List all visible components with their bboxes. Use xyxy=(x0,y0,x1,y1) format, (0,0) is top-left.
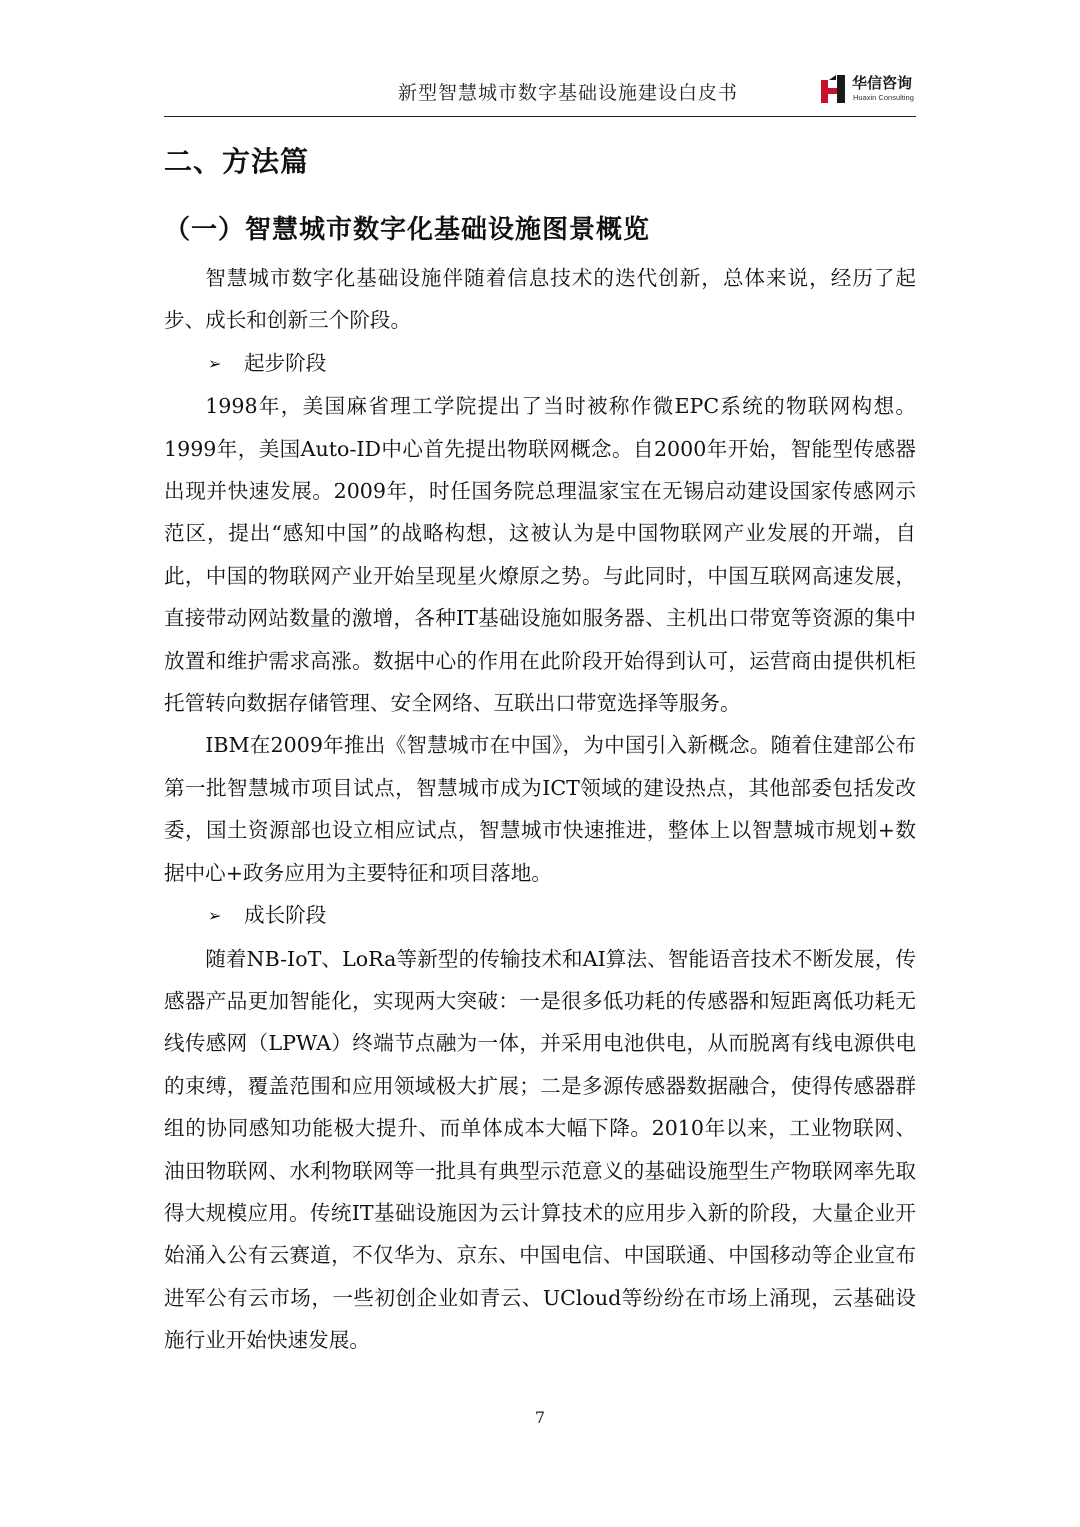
stage-heading-startup xyxy=(164,342,916,385)
arrow-bullet-icon: ➢ xyxy=(208,353,222,373)
paragraph: IBM在2009年推出《智慧城市在中国》，为中国引入新概念。随着住建部公布第一批智慧城市项目试点，智慧城市成为ICT领域的建设热点，其他部委包括发改委，国土资源部也设立相应试点，智慧城市快速推进，整体上以智慧城市规划+数据中心+政务应用为主要特征和项目落地。 xyxy=(164,733,916,885)
logo-text-en: Huaxin Consulting xyxy=(853,93,914,102)
page-number: 7 xyxy=(534,1408,546,1427)
page-header xyxy=(164,70,916,117)
paragraph: 随着NB-IoT、LoRa等新型的传输技术和AI算法、智能语音技术不断发展，传感器产品更加智能化，实现两大突破：一是很多低功耗的传感器和短距离低功耗无线传感网（LPWA）终端节点融为一体，并采用电池供电，从而脱离有线电源供电的束缚，覆盖范围和应用领域极大扩展；二是多源传感器数据融合，使得传感器群组的协同感知功能极大提升、而单体成本大幅下降。2010年以来，工业物联网、油田物联网、水利物联网等一批具有典型示范意义的基础设施型生产物联网率先取得大规模应用。传统IT基础设施因为云计算技术的应用步入新的阶段，大量企业开始涌入公有云赛道，不仅华为、京东、中国电信、中国联通、中国移动等企业宣布进军公有云市场，一些初创企业如青云、UCloud等纷纷在市场上涌现，云基础设施行业开始快速发展。 xyxy=(164,946,916,1353)
company-logo xyxy=(820,72,916,106)
stage-heading-growth xyxy=(164,894,916,937)
subsection-heading: （一）智慧城市数字化基础设施图景概览 xyxy=(164,215,651,245)
document-title: 新型智慧城市数字基础设施建设白皮书 xyxy=(398,82,739,104)
arrow-bullet-icon: ➢ xyxy=(208,906,222,926)
body-text xyxy=(164,257,916,1362)
logo-text-cn: 华信咨询 xyxy=(852,74,913,92)
huaxin-logo-icon xyxy=(820,74,850,104)
intro-paragraph: 智慧城市数字化基础设施伴随着信息技术的迭代创新，总体来说，经历了起步、成长和创新三个阶段。 xyxy=(164,266,916,333)
paragraph: 1998年，美国麻省理工学院提出了当时被称作微EPC系统的物联网构想。1999年，美国Auto-ID中心首先提出物联网概念。自2000年开始，智能型传感器出现并快速发展。2009年，时任国务院总理温家宝在无锡启动建设国家传感网示范区，提出“感知中国”的战略构想，这被认为是中国物联网产业发展的开端，自此，中国的物联网产业开始呈现星火燎原之势。与此同时，中国互联网高速发展，直接带动网站数量的激增，各种IT基础设施如服务器、主机出口带宽等资源的集中放置和维护需求高涨。数据中心的作用在此阶段开始得到认可，运营商由提供机柜托管转向数据存储管理、安全网络、互联出口带宽选择等服务。 xyxy=(164,394,916,716)
stage-title: 成长阶段 xyxy=(244,903,327,928)
section-heading: 二、方法篇 xyxy=(164,145,310,178)
stage-title: 起步阶段 xyxy=(244,350,327,375)
